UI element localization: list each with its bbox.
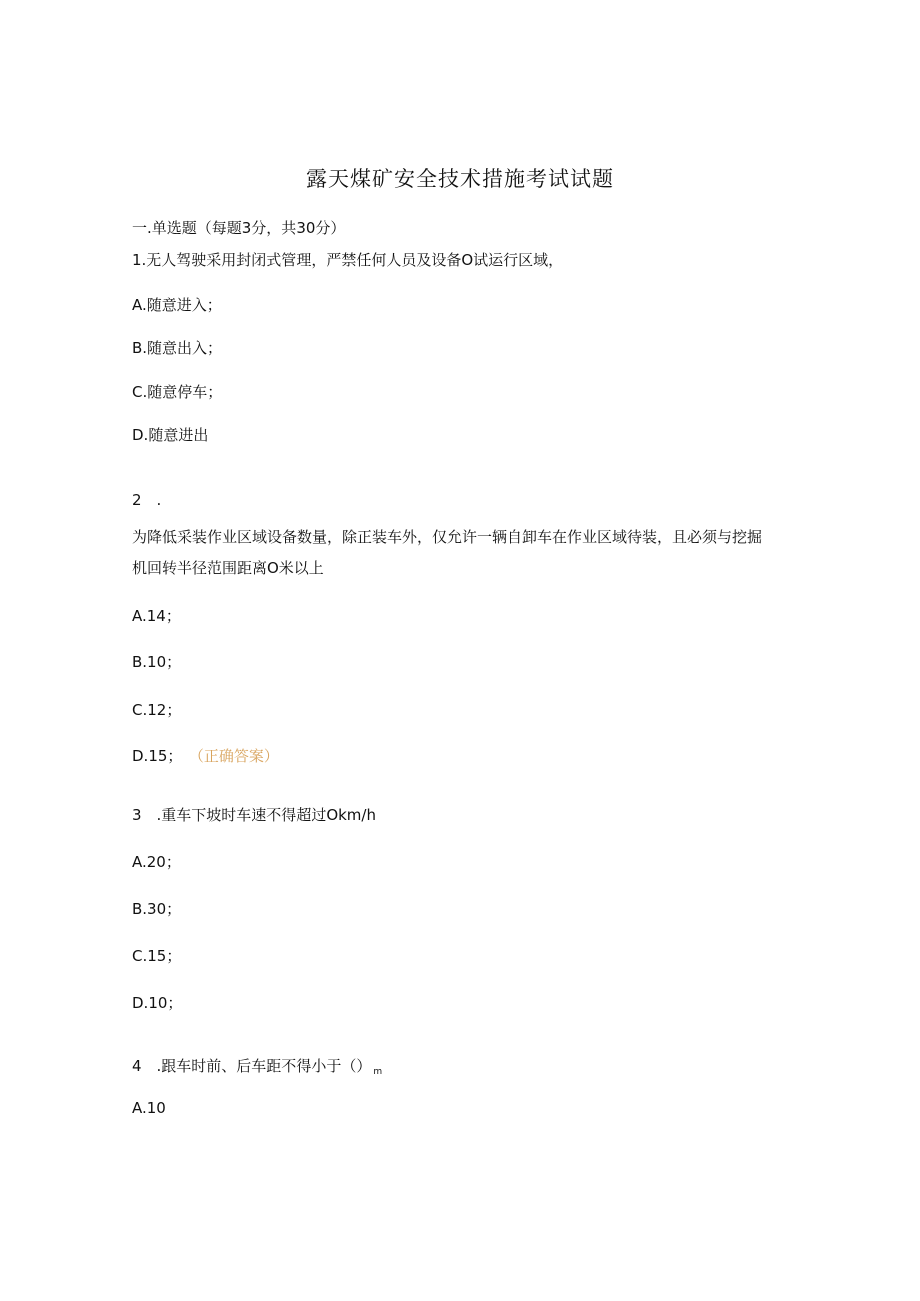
question-1-option-a: A.随意进入； [132,296,222,314]
question-3-stem: 3 .重车下坡时车速不得超过Okm/h [132,806,376,824]
question-3-option-c: C.15； [132,947,182,965]
question-4-option-a: A.10 [132,1099,166,1117]
question-1-option-b: B.随意出入； [132,339,223,357]
section-heading: 一.单选题（每题3分，共30分） [132,219,346,237]
question-4-text: 4 .跟车时前、后车距不得小于（） [132,1057,372,1075]
question-2-option-d [132,747,279,765]
correct-answer-label: （正确答案） [196,747,279,765]
question-4-stem [132,1057,382,1081]
question-2-option-c: C.12； [132,701,182,719]
question-3-option-d: D.10； [132,994,183,1012]
question-3-option-b: B.30； [132,900,182,918]
unit-label: m [373,1067,383,1077]
question-2-option-a: A.14； [132,607,181,625]
question-2-number: 2 . [132,491,162,509]
question-1-option-d: D.随意进出 [132,426,209,444]
question-1-stem: 1.无人驾驶采用封闭式管理，严禁任何人员及设备O试运行区域， [132,251,564,269]
question-2-option-b: B.10； [132,653,182,671]
question-1-option-c: C.随意停车； [132,383,223,401]
question-3-option-a: A.20； [132,853,181,871]
option-d-text: D.15； [132,747,183,765]
question-2-stem: 为降低采装作业区域设备数量，除正装车外，仅允许一辆自卸车在作业区域待装，且必须与挖掘机回转半径范围距离O米以上 [132,528,763,577]
page-title: 露天煤矿安全技术措施考试试题 [306,167,614,191]
